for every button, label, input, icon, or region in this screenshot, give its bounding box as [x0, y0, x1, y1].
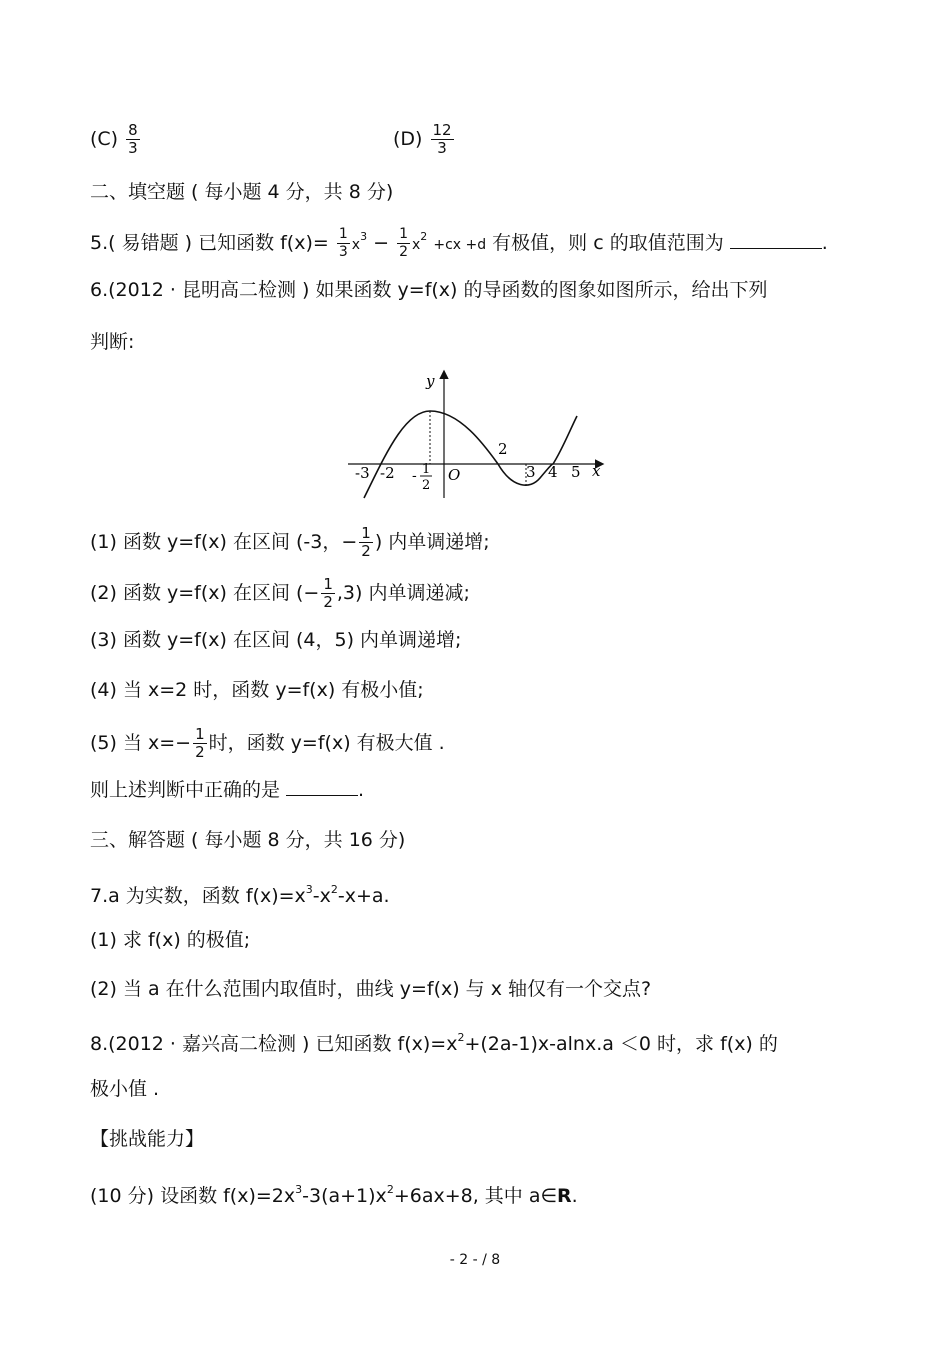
j1-pre: (1) 函数 y=f(x) 在区间 (-3，: [90, 531, 342, 553]
q5-term-3: +cx +d: [433, 237, 487, 253]
q9-mid: -3(a+1)x: [302, 1185, 387, 1207]
q9-pre: (10 分) 设函数 f(x)=2x: [90, 1185, 296, 1207]
q5-f1-den: 3: [338, 244, 348, 260]
j2-pre: (2) 函数 y=f(x) 在区间 (: [90, 582, 304, 604]
j2-post: ,3) 内单调递减;: [336, 582, 470, 604]
question-8: [90, 1026, 778, 1056]
j2-fraction: [321, 576, 335, 611]
q9-exp-2: 2: [386, 1183, 394, 1196]
j5-pre: (5) 当 x=: [90, 732, 176, 754]
question-9: [90, 1178, 578, 1208]
q5-f1-num: 1: [338, 226, 348, 242]
q5-f2-den: 2: [399, 244, 408, 260]
q9-post: +6ax+8, 其中 a∈: [393, 1185, 558, 1207]
question-5: [90, 225, 828, 261]
q5-fraction-1: [337, 226, 350, 261]
q5-exp-1: 3: [360, 230, 368, 243]
option-d-label: (D): [393, 128, 423, 150]
q5-op-1: −: [373, 232, 390, 254]
j2-num: 1: [323, 575, 333, 593]
j5-sign: −: [175, 732, 192, 754]
option-c-den: 3: [128, 139, 138, 157]
tick-5: 5: [571, 463, 581, 481]
q8-line-2: 极小值 .: [90, 1078, 160, 1100]
derivative-graph: [340, 368, 610, 508]
challenge-title: 【挑战能力】: [90, 1128, 205, 1150]
q7-pre: 7.a 为实数，函数 f(x)=x: [90, 885, 306, 907]
q5-suffix: 有极值，则 c 的取值范围为: [486, 232, 730, 254]
j1-sign: −: [341, 531, 358, 553]
tick-minus-half-sign: -: [412, 468, 417, 484]
section-2-title: 二、填空题 ( 每小题 4 分，共 8 分): [90, 181, 394, 203]
page-number: - 2 - / 8: [449, 1252, 501, 1268]
q6-answer-blank[interactable]: [286, 777, 358, 796]
option-d: [393, 122, 456, 157]
judgement-4: (4) 当 x=2 时，函数 y=f(x) 有极小值;: [90, 679, 424, 701]
j5-fraction: [193, 726, 207, 761]
tick-minus-half-num: 1: [422, 462, 431, 477]
judgement-2: [90, 576, 470, 611]
x-axis-label: x: [592, 462, 601, 480]
q6-conclusion-end: .: [358, 779, 365, 801]
q6-conclusion-text: 则上述判断中正确的是: [90, 779, 287, 801]
q8-post: +(2a-1)x-alnx.a ＜0 时，求 f(x) 的: [464, 1033, 778, 1055]
option-c: [90, 122, 142, 157]
judgement-1: [90, 525, 490, 560]
j1-post: ) 内单调递增;: [374, 531, 490, 553]
tick-minus-half-den: 2: [422, 478, 431, 493]
tick-minus-2: -2: [380, 464, 395, 482]
q8-exp-1: 2: [457, 1031, 465, 1044]
j1-num: 1: [361, 524, 371, 542]
option-d-fraction: [431, 122, 454, 157]
q5-exp-2: 2: [420, 230, 428, 243]
j5-post: 时，函数 y=f(x) 有极大值 .: [208, 732, 445, 754]
q6-conclusion: [90, 777, 364, 802]
judgement-3: (3) 函数 y=f(x) 在区间 (4，5) 内单调递增;: [90, 629, 462, 651]
j2-den: 2: [323, 593, 333, 611]
q7-part-2: (2) 当 a 在什么范围内取值时，曲线 y=f(x) 与 x 轴仅有一个交点?: [90, 978, 652, 1000]
tick-4: 4: [548, 463, 558, 481]
origin-label: O: [448, 466, 461, 484]
q9-exp-1: 3: [295, 1183, 303, 1196]
option-d-den: 3: [437, 139, 447, 157]
tick-minus-3: -3: [355, 464, 370, 482]
judgement-5: [90, 726, 445, 761]
q7-exp-2: 2: [330, 883, 338, 896]
q5-end: .: [821, 232, 828, 254]
q7-mid: -x: [312, 885, 331, 907]
y-axis-label: y: [426, 372, 435, 390]
q7-part-1: (1) 求 f(x) 的极值;: [90, 929, 251, 951]
derivative-curve: [364, 411, 577, 498]
q5-term-2: x: [412, 237, 421, 253]
q6-line-1: 6.(2012 · 昆明高二检测 ) 如果函数 y=f(x) 的导函数的图象如图所示，给出下列: [90, 279, 768, 301]
q5-fraction-2: [397, 226, 410, 261]
option-d-num: 12: [432, 121, 452, 139]
tick-3: 3: [526, 463, 536, 481]
option-c-label: (C): [90, 128, 119, 150]
q5-term-1: x: [351, 237, 361, 253]
q5-f2-num: 1: [399, 226, 408, 242]
j1-den: 2: [361, 542, 371, 560]
option-c-fraction: [126, 122, 140, 157]
j5-num: 1: [195, 725, 205, 743]
option-c-num: 8: [128, 121, 138, 139]
q5-answer-blank[interactable]: [730, 230, 822, 249]
q9-real-set: R: [557, 1185, 572, 1207]
q7-exp-1: 3: [305, 883, 313, 896]
question-7: [90, 878, 390, 908]
q8-pre: 8.(2012 · 嘉兴高二检测 ) 已知函数 f(x)=x: [90, 1033, 458, 1055]
q9-end: .: [571, 1185, 578, 1207]
j5-den: 2: [195, 743, 205, 761]
j1-fraction: [359, 525, 373, 560]
q6-line-2: 判断:: [90, 331, 135, 353]
q5-prefix: 5.( 易错题 ) 已知函数 f(x)=: [90, 232, 329, 254]
j2-sign: −: [303, 582, 320, 604]
q7-post: -x+a.: [337, 885, 390, 907]
section-3-title: 三、解答题 ( 每小题 8 分，共 16 分): [90, 829, 406, 851]
tick-2: 2: [498, 440, 508, 458]
